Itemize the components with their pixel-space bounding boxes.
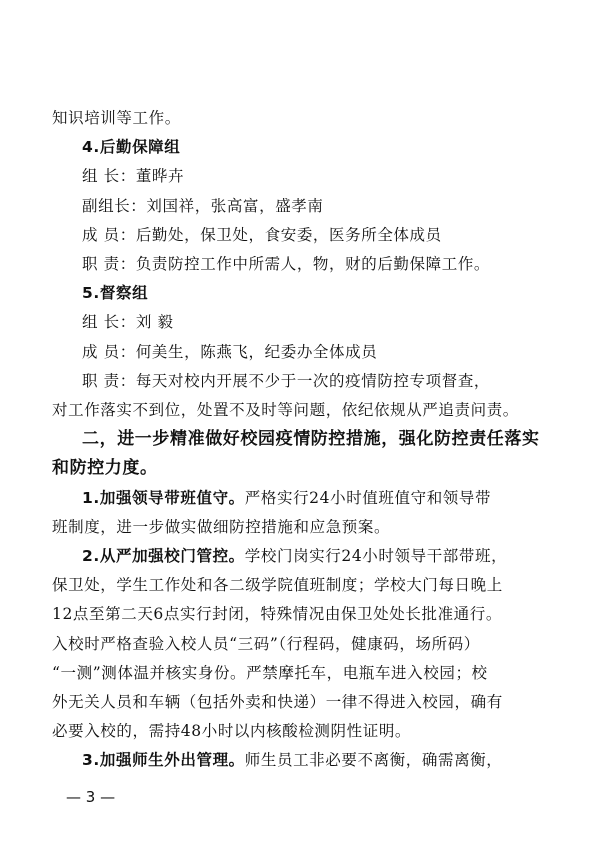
paragraph-line: 外无关人员和车辆（包括外卖和快递）一律不得进入校园，确有 [52, 693, 503, 711]
paragraph-line [82, 750, 602, 770]
section-heading: 5.督察组 [82, 284, 149, 302]
paragraph-line: 12点至第二天6点实行封闭，特殊情况由保卫处处长批准通行。 [52, 605, 502, 623]
section-heading: 和防控力度。 [52, 458, 158, 478]
page-number: — 3 — [66, 788, 116, 806]
paragraph-line: 保卫处，学生工作处和各二级学院值班制度；学校大门每日晚上 [52, 576, 503, 594]
section-heading: 4.后勤保障组 [82, 138, 181, 156]
lead-rest: 严格实行24小时值班值守和领导带 [244, 489, 492, 507]
paragraph-line: 副组长：刘国祥，张高富，盛孝南 [82, 197, 324, 215]
paragraph-line: 入校时严格查验入校人员“三码”（行程码，健康码，场所码） [52, 635, 480, 653]
paragraph-line [82, 546, 602, 566]
paragraph-line: 知识培训等工作。 [52, 109, 181, 127]
section-heading: 二，进一步精准做好校园疫情防控措施，强化防控责任落实 [82, 429, 540, 449]
lead-rest: 学校门岗实行24小时领导干部带班， [244, 547, 508, 565]
paragraph-line: 组 长：刘 毅 [82, 313, 174, 331]
paragraph-line: 班制度，进一步做实做细防控措施和应急预案。 [52, 518, 391, 536]
paragraph-line: 成 员：何美生，陈燕飞，纪委办全体成员 [82, 343, 378, 361]
lead-rest: 师生员工非必要不离衡，确需离衡， [244, 751, 503, 769]
bold-lead: 3.加强师生外出管理。 [82, 751, 245, 769]
paragraph-line: “一测”测体温并核实身份。严禁摩托车，电瓶车进入校园；校 [52, 664, 488, 682]
paragraph-line: 组 长：董晔卉 [82, 167, 185, 185]
paragraph-line: 职 责：负责防控工作中所需人，物，财的后勤保障工作。 [82, 255, 491, 273]
paragraph-line: 必要入校的，需持48小时以内核酸检测阴性证明。 [52, 722, 412, 740]
bold-lead: 1.加强领导带班值守。 [82, 489, 245, 507]
paragraph-line: 对工作落实不到位，处置不及时等问题，依纪依规从严追责问责。 [52, 401, 519, 419]
bold-lead: 2.从严加强校门管控。 [82, 547, 245, 565]
paragraph-line: 职 责：每天对校内开展不少于一次的疫情防控专项督查， [82, 372, 491, 390]
paragraph-line: 成 员：后勤处，保卫处，食安委，医务所全体成员 [82, 226, 442, 244]
paragraph-line [82, 488, 602, 508]
